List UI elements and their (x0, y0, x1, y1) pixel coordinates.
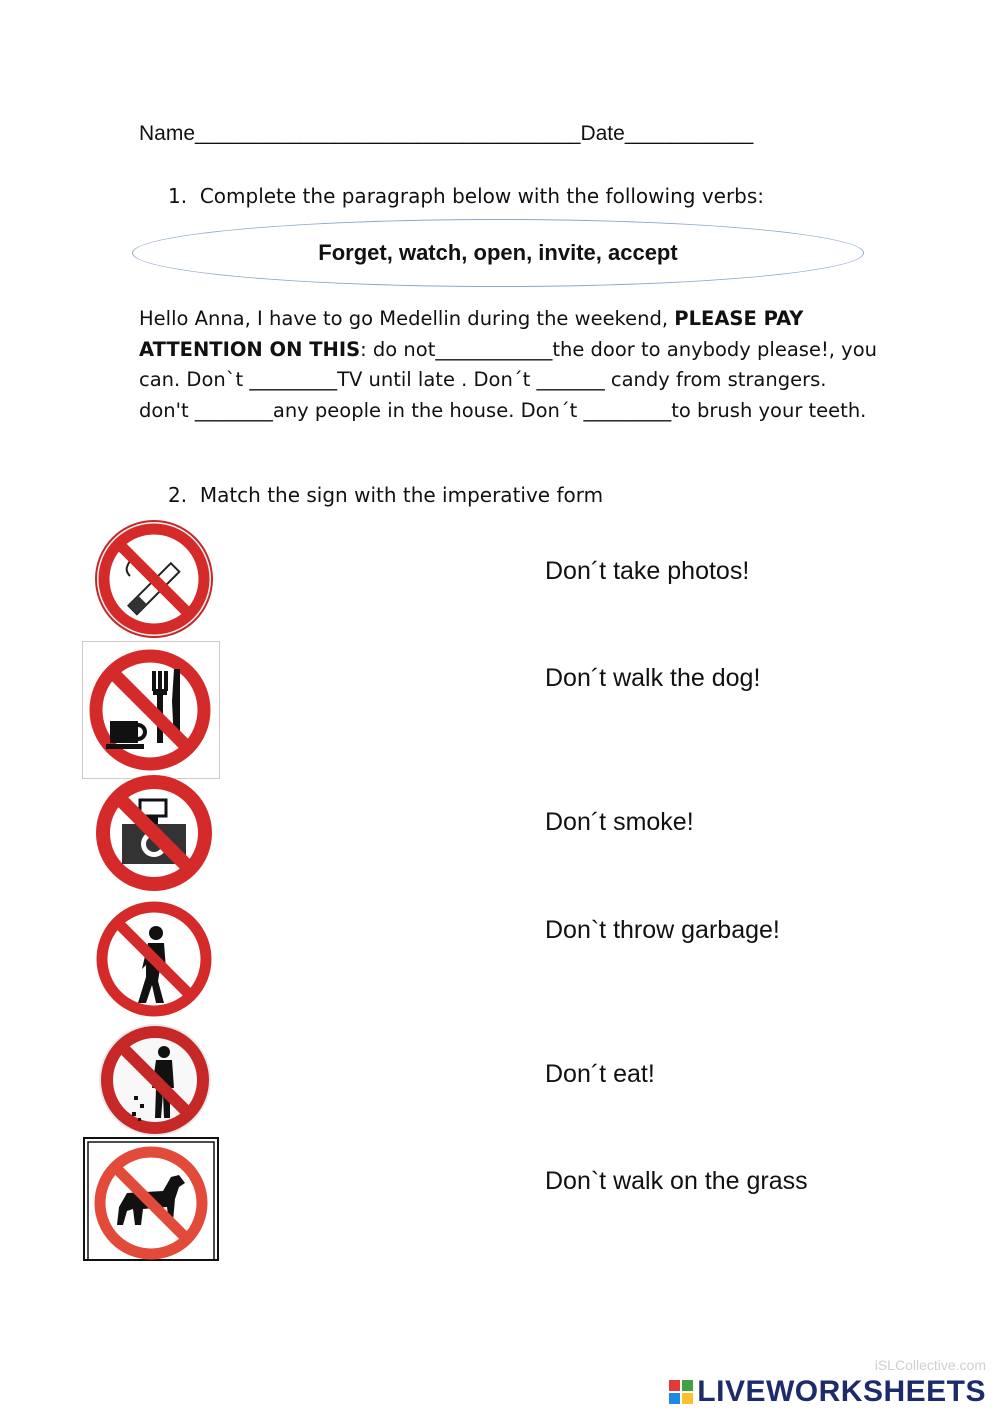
name-field[interactable]: _________________________________ (195, 122, 581, 145)
question-2-text: Match the sign with the imperative form (199, 483, 604, 507)
no-dogs-sign-icon[interactable] (83, 1137, 219, 1261)
question-1 (168, 184, 764, 208)
question-1-number: 1. (168, 184, 188, 208)
option-2[interactable]: Don´t walk the dog! (545, 664, 761, 692)
paragraph-text: candy from strangers. don't (139, 368, 827, 423)
date-label: Date (580, 122, 625, 145)
no-smoking-sign-icon[interactable] (92, 518, 216, 640)
option-6[interactable]: Don`t walk on the grass (545, 1167, 808, 1195)
blank-3[interactable]: _______ (536, 368, 605, 392)
question-2-number: 2. (168, 483, 188, 507)
no-walking-sign-icon[interactable] (92, 897, 216, 1021)
liveworksheets-logo-icon (669, 1380, 693, 1404)
option-3[interactable]: Don´t smoke! (545, 808, 694, 836)
option-4[interactable]: Don`t throw garbage! (545, 916, 780, 944)
no-eating-sign-icon[interactable] (82, 641, 220, 779)
blank-5[interactable]: _________ (583, 399, 672, 423)
paragraph-text: Hello Anna, I have to go Medellin during the weekend, (139, 307, 675, 330)
date-field[interactable]: ___________ (624, 122, 754, 145)
fill-in-paragraph (139, 304, 879, 427)
option-1[interactable]: Don´t take photos! (545, 557, 750, 585)
no-littering-sign-icon[interactable] (96, 1022, 214, 1138)
liveworksheets-logo (669, 1357, 986, 1409)
paragraph-emphasis: PLEASE PAY ATTENTION ON THIS (139, 307, 804, 361)
watermark-text: iSLCollective.com (874, 1357, 986, 1373)
paragraph-text: any people in the house. Don´t (272, 399, 584, 423)
question-1-text: Complete the paragraph below with the following verbs: (199, 184, 765, 208)
paragraph-text: TV until late . Don´t (337, 368, 537, 392)
no-photos-sign-icon[interactable] (92, 772, 216, 894)
question-2 (168, 483, 603, 507)
blank-4[interactable]: ________ (194, 399, 273, 423)
blank-2[interactable]: _________ (249, 368, 338, 392)
blank-1[interactable]: ____________ (435, 337, 553, 361)
verb-list: Forget, watch, open, invite, accept (318, 240, 678, 265)
brand-name: LIVEWORKSHEETS (697, 1375, 986, 1408)
name-date-line (139, 122, 753, 146)
option-5[interactable]: Don´t eat! (545, 1060, 655, 1088)
paragraph-text: : do not (360, 337, 436, 361)
paragraph-text: to brush your teeth. (671, 399, 867, 423)
paragraph-text: the door to anybody please!, you can. Don`t (139, 337, 877, 392)
name-label: Name (139, 122, 196, 145)
